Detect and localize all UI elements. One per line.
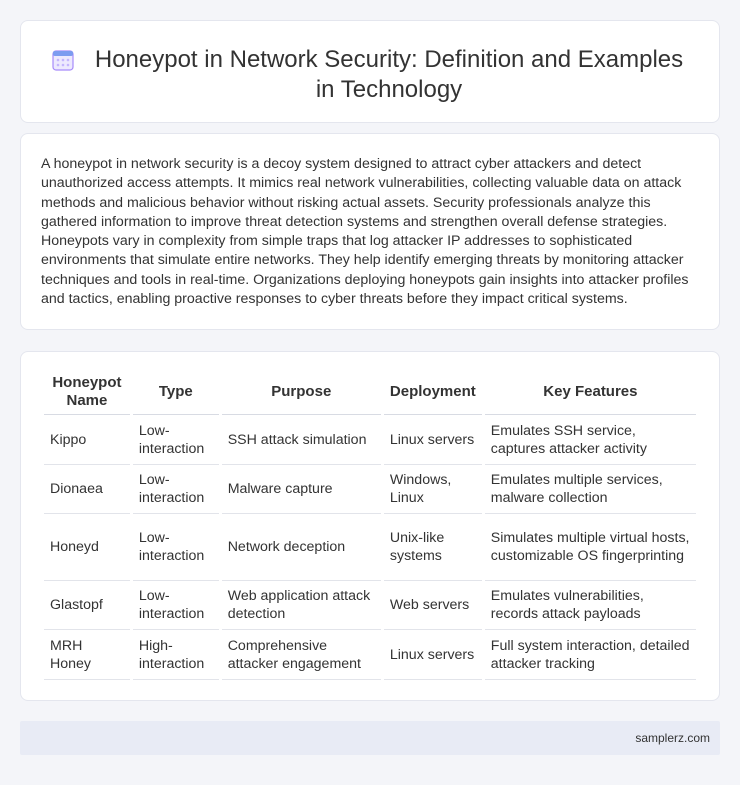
cell-purpose: Web application attack detection: [222, 581, 381, 630]
cell-features: Simulates multiple virtual hosts, customizable OS fingerprinting: [485, 514, 696, 581]
cell-purpose: Comprehensive attacker engagement: [222, 630, 381, 680]
table-row: [44, 415, 696, 465]
table-card: [20, 351, 720, 701]
cell-name: Dionaea: [44, 465, 130, 514]
cell-features: Emulates vulnerabilities, records attack payloads: [485, 581, 696, 630]
cell-type: Low-interaction: [133, 581, 219, 630]
cell-type: High-interaction: [133, 630, 219, 680]
cell-type: Low-interaction: [133, 465, 219, 514]
page-title: Honeypot in Network Security: Definition and Examples in Technology: [94, 46, 684, 103]
footer-site-link[interactable]: samplerz.com: [635, 731, 710, 745]
cell-deployment: Web servers: [384, 581, 482, 630]
cell-purpose: Malware capture: [222, 465, 381, 514]
intro-paragraph: A honeypot in network security is a decoy system designed to attract cyber attackers and detect unauthorized access attempts. It mimics real network vulnerabilities, collecting valuable data on attack methods and malicious behavior without risking actual assets. Security professionals analyze this gathered information to improve threat detection systems and strengthen overall defense strategies. Honeypots vary in complexity from simple traps that log attacker IP addresses to sophisticated environments that simulate entire networks. They help identify emerging threats by monitoring attacker techniques and tools in real-time. Organizations deploying honeypots gain insights into attacker profiles and tactics, enabling proactive responses to cyber threats before they impact critical systems.: [41, 156, 689, 308]
cell-purpose: SSH attack simulation: [222, 415, 381, 465]
table-row: [44, 465, 696, 514]
cell-deployment: Unix-like systems: [384, 514, 482, 581]
honeypot-table: [41, 370, 699, 680]
cell-purpose: Network deception: [222, 514, 381, 581]
cell-name: Glastopf: [44, 581, 130, 630]
table-row: [44, 630, 696, 680]
cell-name: Honeyd: [44, 514, 130, 581]
cell-features: Emulates SSH service, captures attacker activity: [485, 415, 696, 465]
header-key-features: Key Features: [485, 370, 696, 415]
cell-name: Kippo: [44, 415, 130, 465]
table-header-row: [44, 370, 696, 415]
cell-features: Emulates multiple services, malware collection: [485, 465, 696, 514]
table-row: [44, 514, 696, 581]
header-honeypot-name: Honeypot Name: [44, 370, 130, 415]
cell-deployment: Windows, Linux: [384, 465, 482, 514]
calendar-icon: [51, 48, 75, 72]
intro-card: [20, 133, 720, 330]
header-type: Type: [133, 370, 219, 415]
footer: [20, 721, 720, 755]
cell-name: MRH Honey: [44, 630, 130, 680]
header-card: [20, 20, 720, 123]
cell-features: Full system interaction, detailed attacker tracking: [485, 630, 696, 680]
table-row: [44, 581, 696, 630]
cell-type: Low-interaction: [133, 415, 219, 465]
header-deployment: Deployment: [384, 370, 482, 415]
cell-type: Low-interaction: [133, 514, 219, 581]
header-purpose: Purpose: [222, 370, 381, 415]
cell-deployment: Linux servers: [384, 415, 482, 465]
cell-deployment: Linux servers: [384, 630, 482, 680]
